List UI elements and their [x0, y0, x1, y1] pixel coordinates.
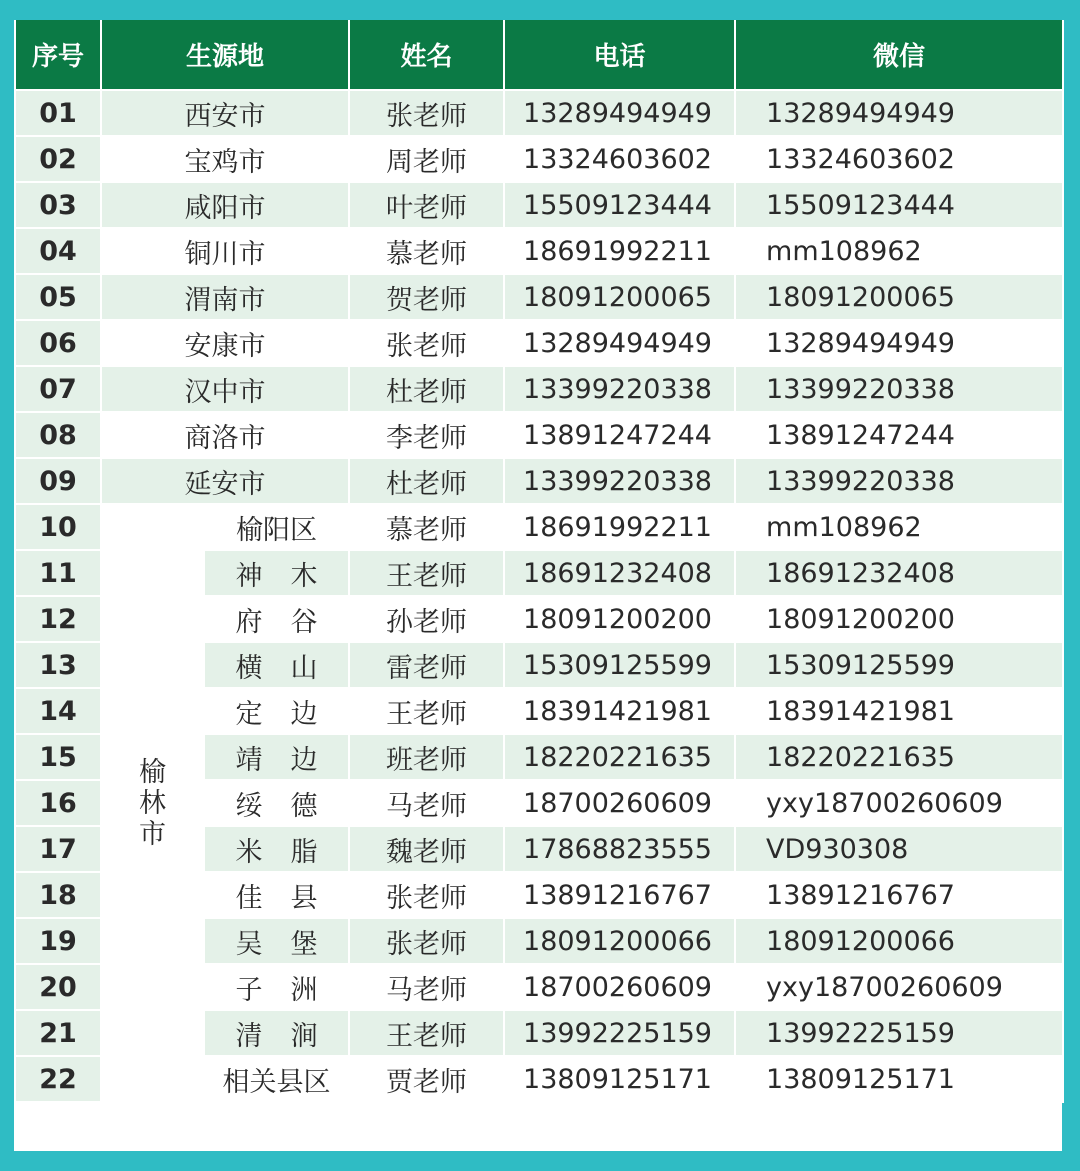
table-row	[15, 458, 1063, 504]
district-label: 横山	[235, 652, 346, 684]
table-row	[15, 320, 1063, 366]
table-row	[15, 274, 1063, 320]
table-row	[15, 412, 1063, 458]
row-wechat: 18220221635	[735, 734, 1063, 780]
row-teacher: 王老师	[349, 1010, 504, 1056]
row-number: 09	[15, 458, 101, 504]
district-label: 神木	[235, 560, 346, 592]
row-teacher: 李老师	[349, 412, 504, 458]
row-phone: 18691232408	[504, 550, 735, 596]
row-number: 16	[15, 780, 101, 826]
row-wechat: 13809125171	[735, 1056, 1063, 1102]
row-phone: 13289494949	[504, 90, 735, 136]
row-teacher: 慕老师	[349, 228, 504, 274]
row-teacher: 周老师	[349, 136, 504, 182]
row-wechat: yxy18700260609	[735, 780, 1063, 826]
row-origin: 宝鸡市	[101, 136, 349, 182]
row-number: 06	[15, 320, 101, 366]
row-teacher: 张老师	[349, 872, 504, 918]
header-phone: 电话	[504, 20, 735, 90]
row-phone: 18091200065	[504, 274, 735, 320]
row-number: 17	[15, 826, 101, 872]
row-wechat: 15509123444	[735, 182, 1063, 228]
row-number: 13	[15, 642, 101, 688]
district-label: 府谷	[235, 606, 346, 638]
row-wechat: 18091200066	[735, 918, 1063, 964]
row-phone: 18220221635	[504, 734, 735, 780]
row-number: 08	[15, 412, 101, 458]
table-row	[15, 90, 1063, 136]
row-teacher: 马老师	[349, 780, 504, 826]
row-teacher: 慕老师	[349, 504, 504, 550]
row-origin: 安康市	[101, 320, 349, 366]
row-wechat: mm108962	[735, 504, 1063, 550]
row-wechat: 18091200065	[735, 274, 1063, 320]
row-district	[204, 504, 349, 550]
row-phone: 13289494949	[504, 320, 735, 366]
yulin-city-cell	[101, 504, 204, 1102]
row-teacher: 雷老师	[349, 642, 504, 688]
row-teacher: 杜老师	[349, 458, 504, 504]
row-number: 18	[15, 872, 101, 918]
row-district	[204, 780, 349, 826]
district-label: 相关县区	[222, 1066, 331, 1098]
header-wechat: 微信	[735, 20, 1063, 90]
row-teacher: 孙老师	[349, 596, 504, 642]
row-teacher: 张老师	[349, 918, 504, 964]
row-phone: 13399220338	[504, 458, 735, 504]
row-number: 03	[15, 182, 101, 228]
row-number: 12	[15, 596, 101, 642]
row-phone: 15309125599	[504, 642, 735, 688]
row-origin: 商洛市	[101, 412, 349, 458]
row-phone: 17868823555	[504, 826, 735, 872]
row-wechat: 18691232408	[735, 550, 1063, 596]
header-origin: 生源地	[101, 20, 349, 90]
row-wechat: mm108962	[735, 228, 1063, 274]
row-district	[204, 964, 349, 1010]
row-origin: 铜川市	[101, 228, 349, 274]
row-district	[204, 1056, 349, 1102]
row-wechat: 13399220338	[735, 458, 1063, 504]
row-origin: 咸阳市	[101, 182, 349, 228]
row-number: 11	[15, 550, 101, 596]
row-wechat: 15309125599	[735, 642, 1063, 688]
district-label: 榆阳区	[236, 514, 317, 546]
row-number: 07	[15, 366, 101, 412]
row-district	[204, 826, 349, 872]
row-wechat: 18391421981	[735, 688, 1063, 734]
district-label: 靖边	[235, 744, 346, 776]
district-label: 绥德	[235, 790, 346, 822]
row-number: 10	[15, 504, 101, 550]
row-phone: 13324603602	[504, 136, 735, 182]
row-phone: 18700260609	[504, 780, 735, 826]
row-teacher: 贺老师	[349, 274, 504, 320]
district-label: 米脂	[235, 836, 346, 868]
yulin-city-label: 榆林市	[139, 756, 166, 850]
district-label: 清涧	[235, 1020, 346, 1052]
row-teacher: 王老师	[349, 550, 504, 596]
row-phone: 18691992211	[504, 228, 735, 274]
row-teacher: 杜老师	[349, 366, 504, 412]
row-district	[204, 918, 349, 964]
row-wechat: 13992225159	[735, 1010, 1063, 1056]
table-row	[15, 182, 1063, 228]
row-district	[204, 596, 349, 642]
row-teacher: 张老师	[349, 90, 504, 136]
row-wechat: 13289494949	[735, 90, 1063, 136]
header-num: 序号	[15, 20, 101, 90]
row-teacher: 马老师	[349, 964, 504, 1010]
header-name: 姓名	[349, 20, 504, 90]
row-number: 19	[15, 918, 101, 964]
row-wechat: 13891216767	[735, 872, 1063, 918]
table-row	[15, 504, 1063, 550]
row-origin: 渭南市	[101, 274, 349, 320]
row-number: 01	[15, 90, 101, 136]
row-teacher: 张老师	[349, 320, 504, 366]
row-teacher: 班老师	[349, 734, 504, 780]
table-row	[15, 228, 1063, 274]
row-teacher: 叶老师	[349, 182, 504, 228]
row-origin: 汉中市	[101, 366, 349, 412]
table-header-row	[15, 20, 1063, 90]
row-phone: 15509123444	[504, 182, 735, 228]
row-phone: 13809125171	[504, 1056, 735, 1102]
row-number: 02	[15, 136, 101, 182]
row-phone: 18091200066	[504, 918, 735, 964]
row-teacher: 王老师	[349, 688, 504, 734]
row-wechat: 18091200200	[735, 596, 1063, 642]
row-wechat: VD930308	[735, 826, 1063, 872]
row-district	[204, 688, 349, 734]
district-label: 吴堡	[235, 928, 346, 960]
table-row	[15, 136, 1063, 182]
row-phone: 13399220338	[504, 366, 735, 412]
row-number: 15	[15, 734, 101, 780]
row-teacher: 魏老师	[349, 826, 504, 872]
row-phone: 18700260609	[504, 964, 735, 1010]
row-wechat: 13289494949	[735, 320, 1063, 366]
district-label: 佳县	[235, 882, 346, 914]
row-number: 05	[15, 274, 101, 320]
row-phone: 18091200200	[504, 596, 735, 642]
row-district	[204, 550, 349, 596]
row-wechat: 13891247244	[735, 412, 1063, 458]
district-label: 子洲	[235, 974, 346, 1006]
table-row	[15, 366, 1063, 412]
row-number: 14	[15, 688, 101, 734]
row-district	[204, 642, 349, 688]
contact-table-card	[14, 20, 1062, 1151]
row-origin: 西安市	[101, 90, 349, 136]
table-body	[15, 90, 1063, 1102]
row-phone: 18391421981	[504, 688, 735, 734]
row-number: 04	[15, 228, 101, 274]
row-number: 20	[15, 964, 101, 1010]
row-wechat: yxy18700260609	[735, 964, 1063, 1010]
row-phone: 13891216767	[504, 872, 735, 918]
row-wechat: 13324603602	[735, 136, 1063, 182]
row-teacher: 贾老师	[349, 1056, 504, 1102]
row-phone: 18691992211	[504, 504, 735, 550]
row-number: 21	[15, 1010, 101, 1056]
contact-table	[14, 20, 1064, 1103]
row-number: 22	[15, 1056, 101, 1102]
row-wechat: 13399220338	[735, 366, 1063, 412]
row-district	[204, 872, 349, 918]
row-phone: 13992225159	[504, 1010, 735, 1056]
row-district	[204, 1010, 349, 1056]
row-district	[204, 734, 349, 780]
row-phone: 13891247244	[504, 412, 735, 458]
district-label: 定边	[235, 698, 346, 730]
row-origin: 延安市	[101, 458, 349, 504]
